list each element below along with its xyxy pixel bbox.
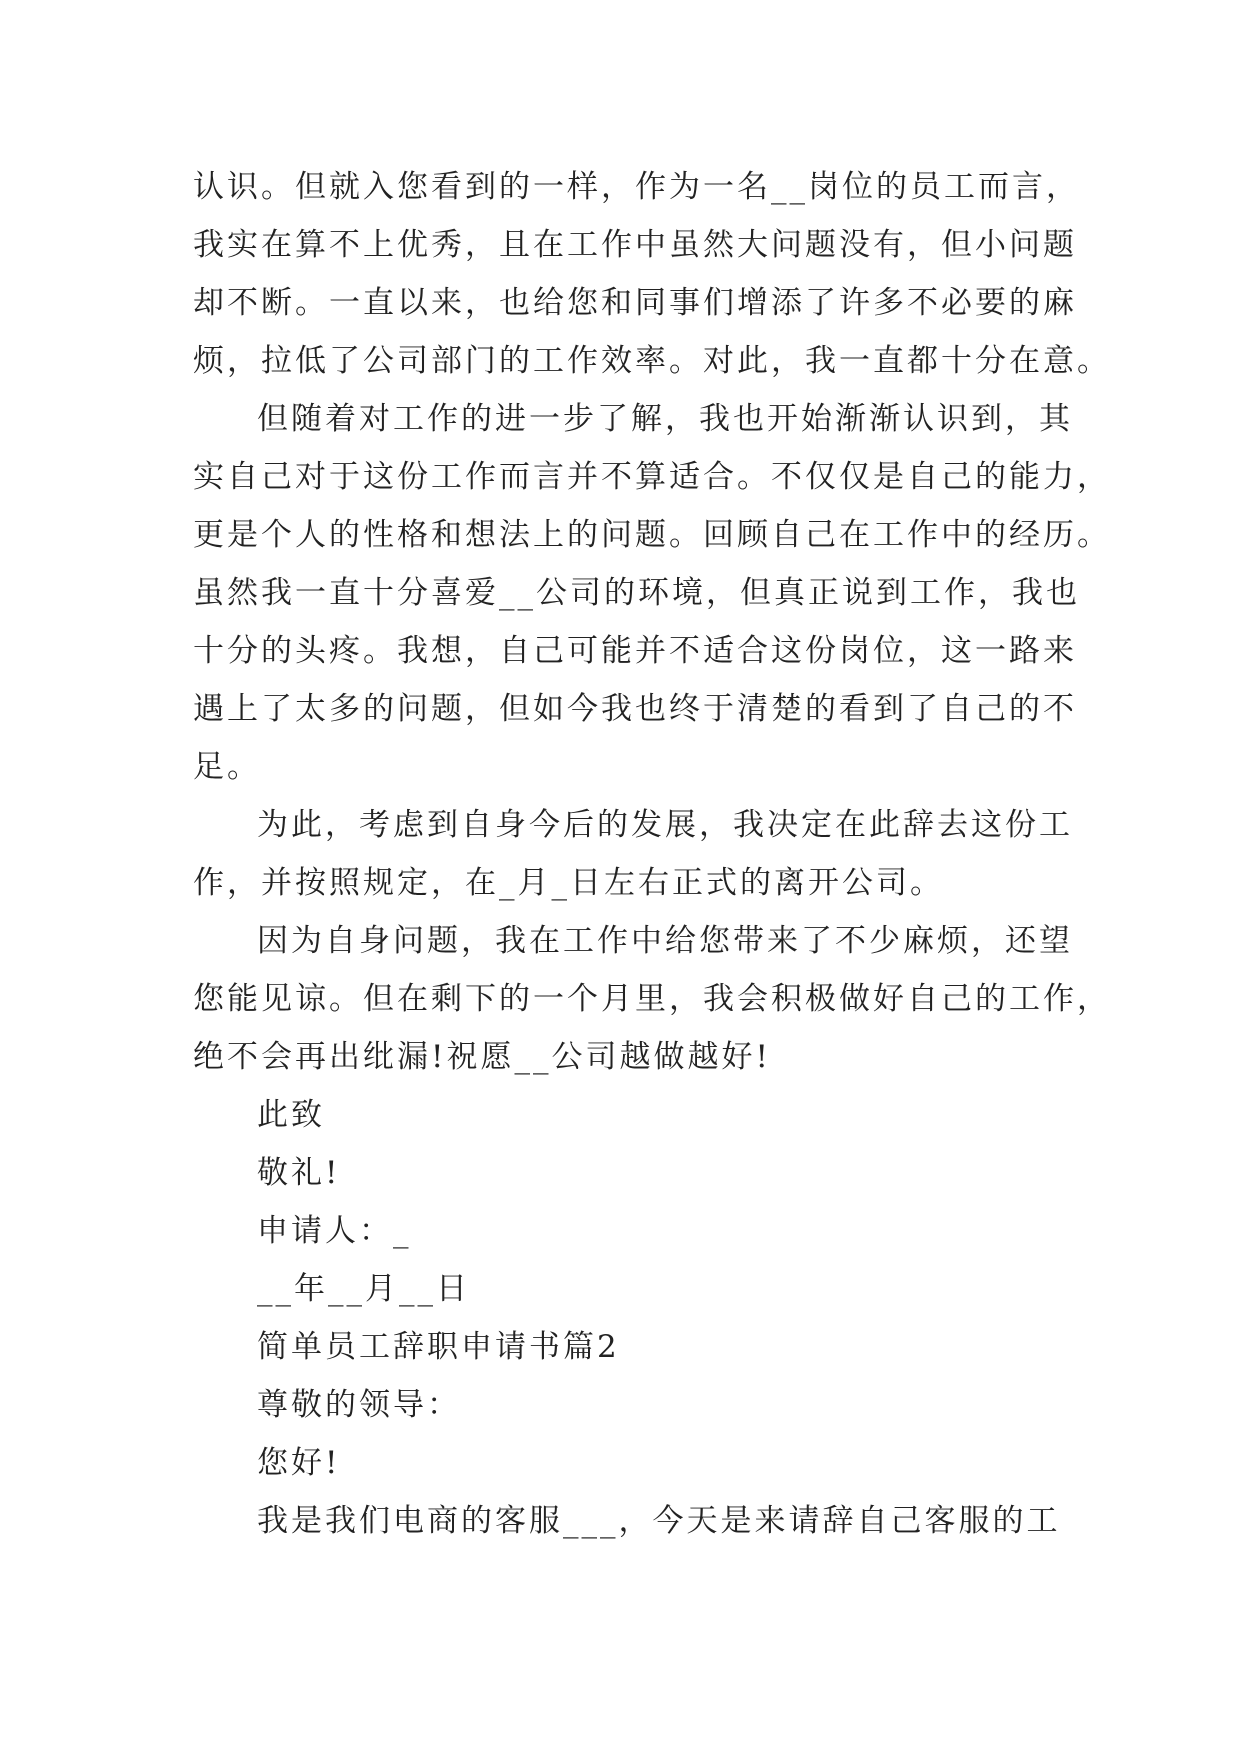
text-line: 虽然我一直十分喜爱__公司的环境，但真正说到工作，我也 [193,575,1080,611]
text-line: 十分的头疼。我想，自己可能并不适合这份岗位，这一路来 [193,633,1077,669]
paragraph-1 [193,158,1111,390]
paragraph-2 [193,390,1111,796]
text-line: 为此，考虑到自身今后的发展，我决定在此辞去这份工 [257,807,1073,843]
closing-block [193,1086,1053,1318]
text-line: 我实在算不上优秀，且在工作中虽然大问题没有，但小问题 [193,227,1077,263]
text-line: 实自己对于这份工作而言并不算适合。不仅仅是自己的能力， [193,459,1111,495]
text-line: 却不断。一直以来，也给您和同事们增添了许多不必要的麻 [193,285,1077,321]
text-line: 绝不会再出纰漏!祝愿__公司越做越好! [193,1039,771,1075]
greeting-line: 尊敬的领导： [257,1387,461,1423]
salutation-text: 此致 [257,1097,325,1133]
section-2 [193,1318,1061,1550]
paragraph-3 [193,796,1073,912]
text-line: 更是个人的性格和想法上的问题。回顾自己在工作中的经历。 [193,517,1111,553]
text-line: 认识。但就入您看到的一样，作为一名__岗位的员工而言， [193,169,1080,205]
text-line: 您能见谅。但在剩下的一个月里，我会积极做好自己的工作， [193,981,1111,1017]
salutation-text: 敬礼! [257,1155,341,1191]
text-line: 足。 [193,749,261,785]
applicant-line: 申请人：_ [257,1213,412,1249]
text-line: 烦，拉低了公司部门的工作效率。对此，我一直都十分在意。 [193,343,1111,379]
text-line: 作，并按照规定，在_月_日左右正式的离开公司。 [193,865,944,901]
hello-line: 您好! [257,1445,341,1481]
text-line: 但随着对工作的进一步了解，我也开始渐渐认识到，其 [257,401,1073,437]
text-line: 遇上了太多的问题，但如今我也终于清楚的看到了自己的不 [193,691,1077,727]
text-line: 因为自身问题，我在工作中给您带来了不少麻烦，还望 [257,923,1073,959]
document-body [193,158,1111,1550]
paragraph-4 [193,912,1111,1086]
date-line: __年__月__日 [257,1271,470,1307]
section-title: 简单员工辞职申请书篇2 [257,1329,620,1365]
text-line: 我是我们电商的客服___，今天是来请辞自己客服的工 [257,1503,1061,1539]
